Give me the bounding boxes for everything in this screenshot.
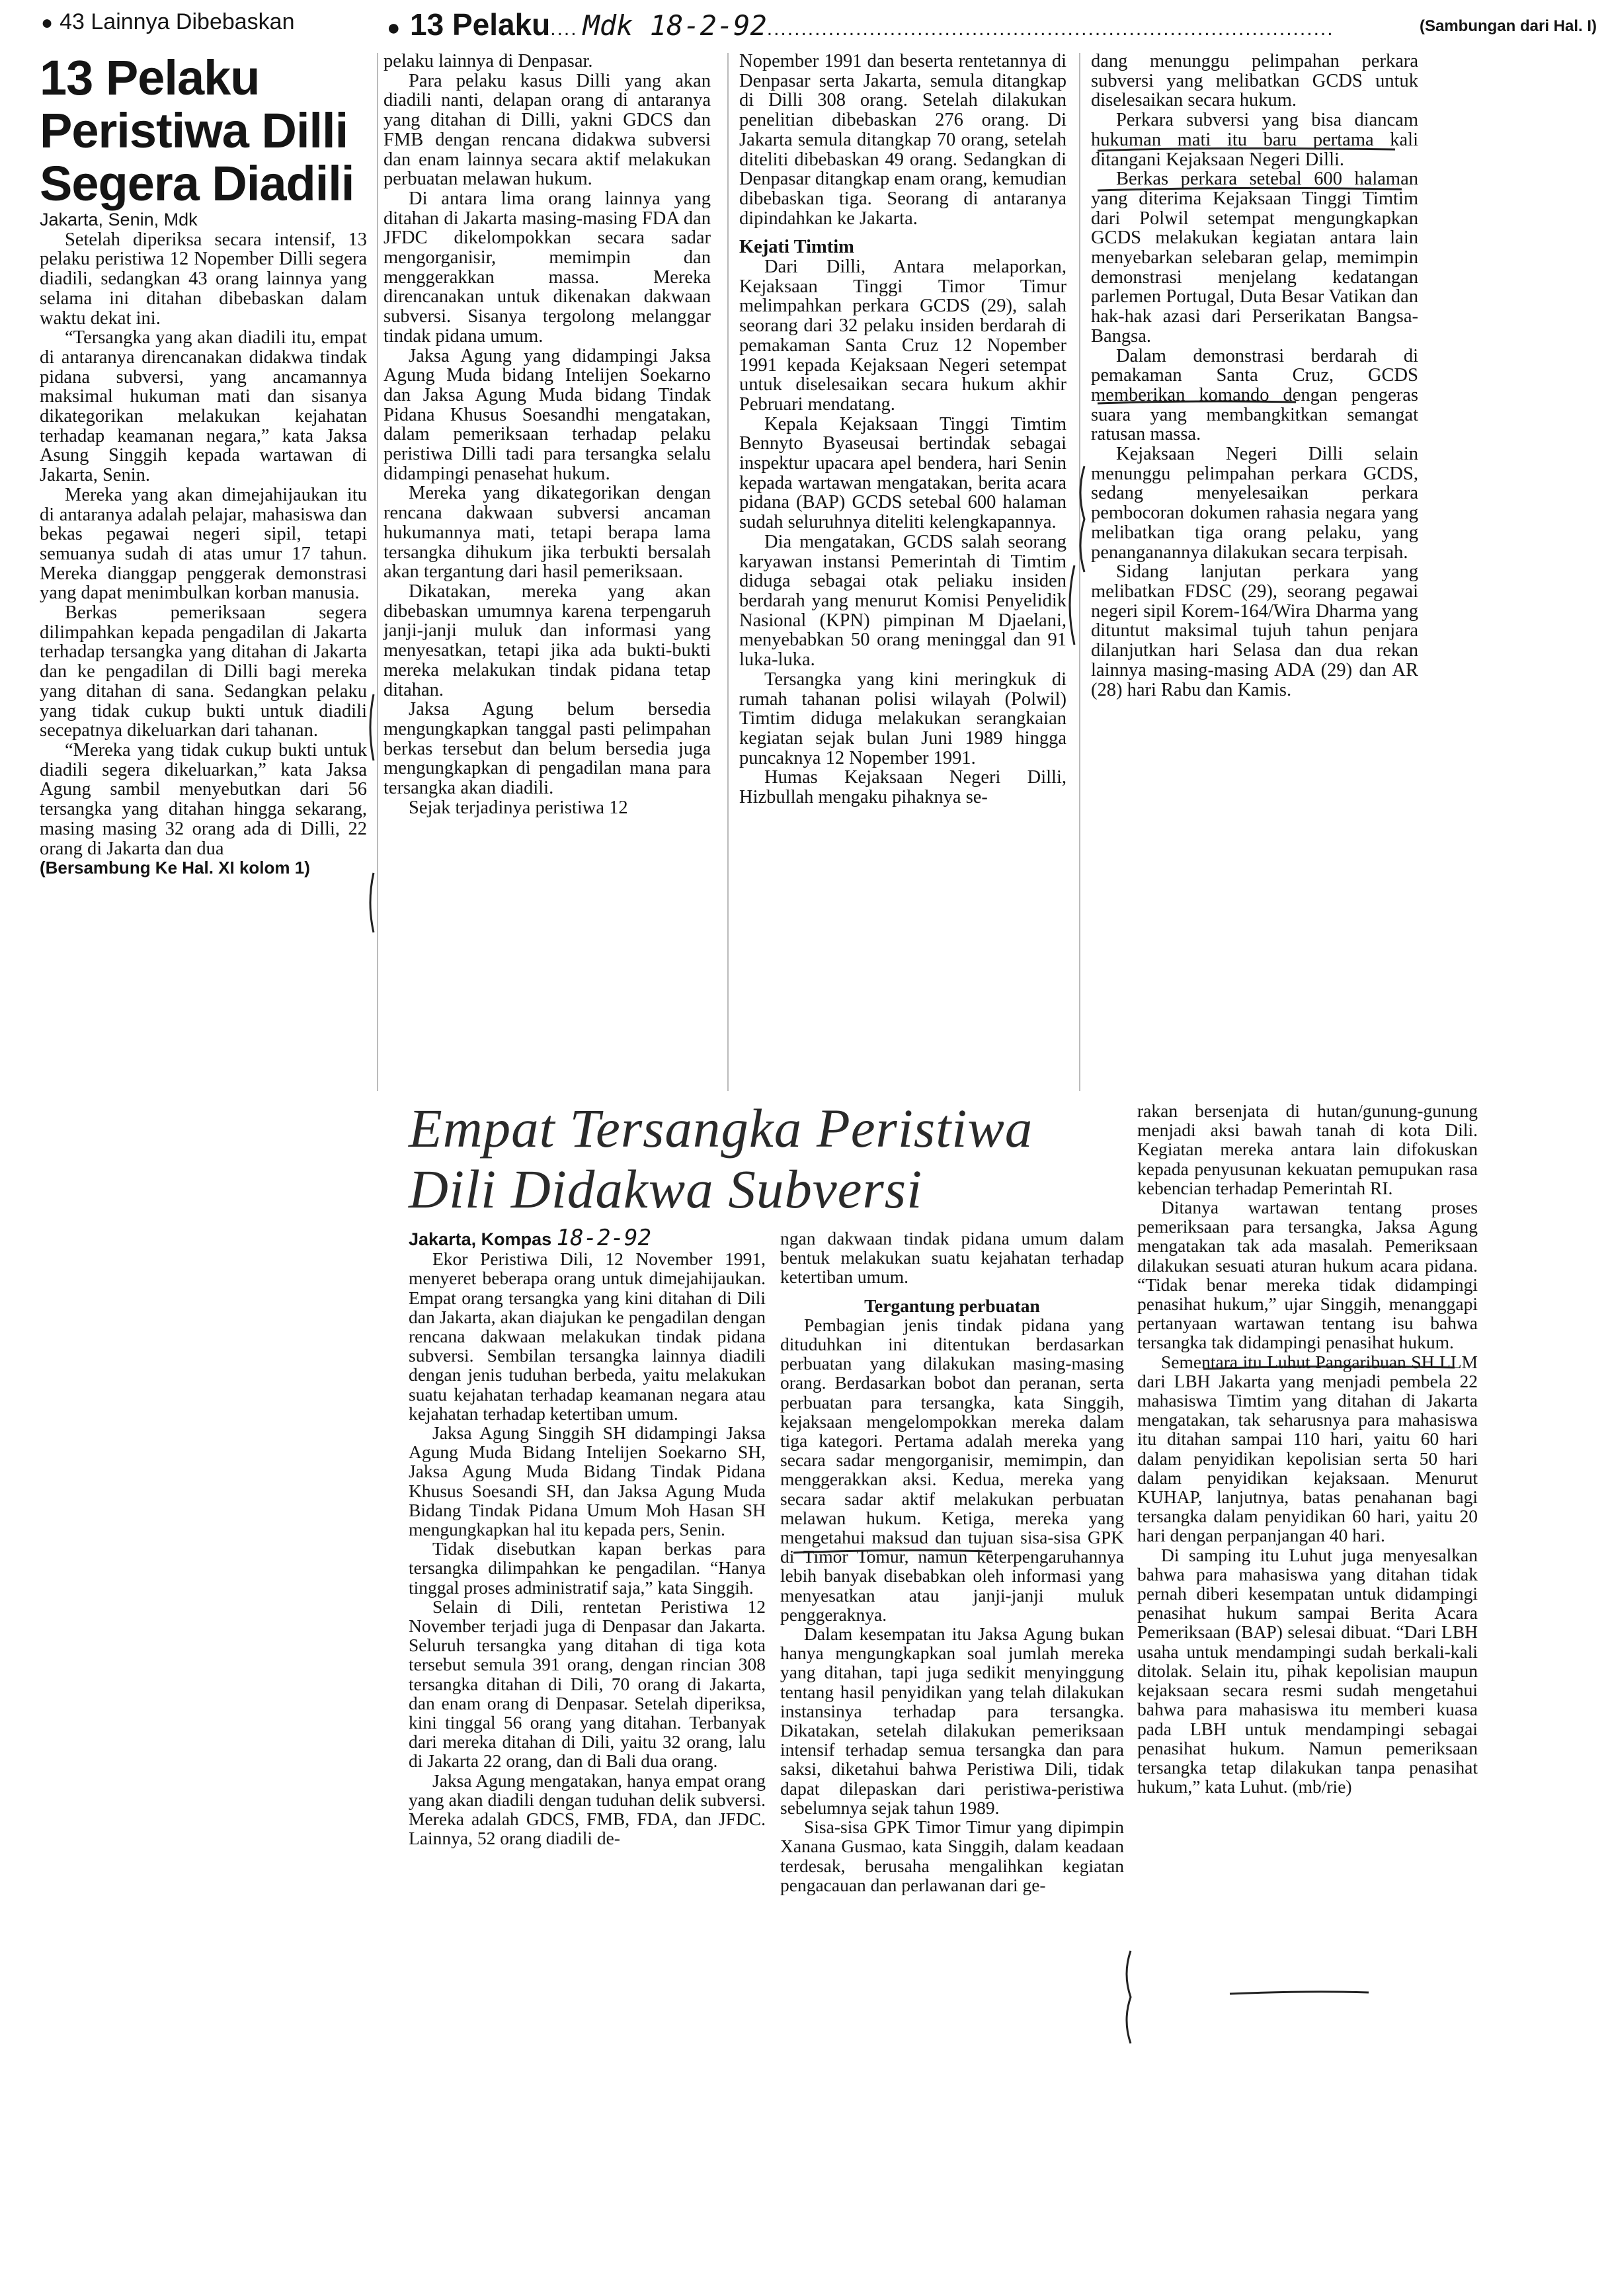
paragraph: Mereka yang akan dimejahijaukan itu di antaranya adalah pelajar, mahasiswa dan bekas pegawai negeri sipil, tetapi semuanya sudah di atas umur 17 tahun. Mereka dianggap penggerak demonstrasi yang dapat menimbulkan korban manusia. (40, 484, 367, 604)
paragraph: Dikatakan, mereka yang akan dibebaskan umumnya karena terpengaruh janji-janji muluk dan informasi yang menyesatkan, tetapi jika ada bukti-bukti mereka melakukan tindak pidana tetap ditahan. (383, 581, 711, 700)
paragraph: Sisa-sisa GPK Timor Timur yang dipimpin Xanana Gusmao, kata Singgih, dalam keadaan terdesak, berusaha mengalihkan kegiatan pengacauan dan perlawanan dari ge- (780, 1817, 1124, 1895)
paragraph: Sidang lanjutan perkara yang melibatkan FDSC (29), seorang pegawai negeri sipil Korem-164/Wira Dharma yang dituntut maksimal tujuh tahun penjara dilanjutkan hari Selasa dan dua rekan lainnya masing-masing ADA (29) dan AR (28) hari Rabu dan Kamis. (1091, 561, 1418, 700)
underline-mark (793, 1550, 992, 1553)
leader-dots: ................................................................................... (766, 18, 1334, 40)
paragraph: Dia mengatakan, GCDS salah seorang karyawan instansi Pemerintah di Timtim diduga sebagai otak peliaku insiden berdarah yang menurut Komisi Penyelidik Nasional (KPN) pimpinan M Djaelani, menyebabkan 50 orang meninggal dan 91 luka-luka. (739, 531, 1066, 671)
underline-mark (1230, 1992, 1369, 1994)
paragraph: dang menunggu pelimpahan perkara subversi yang melibatkan GCDS untuk diselesaikan secara hukum. (1091, 51, 1418, 111)
paragraph: Dalam demonstrasi berdarah di pemakaman Santa Cruz, GCDS memberikan komando dengan pengeras suara yang membangkitkan semangat ratusan massa. (1091, 345, 1418, 445)
paragraph: rakan bersenjata di hutan/gunung-gunung menjadi aksi bawah tanah di kota Dili. Kegiatan mereka antara lain difokuskan kepada penyusunan kekuatan pemupukan rasa kebencian terhadap Pemerintah RI. (1137, 1100, 1478, 1198)
article2-dateline-text: Jakarta, Kompas (409, 1229, 552, 1249)
underline-mark (1098, 148, 1395, 151)
header-title: 13 Pelaku (410, 7, 551, 42)
paragraph: Para pelaku kasus Dilli yang akan diadili nanti, delapan orang di antaranya yang ditahan di Dilli, yakni GDCS dan FMB dengan rencana didakwa subversi dan enam lainnya secara aktif melakukan perbuatan melawan hukum. (383, 70, 711, 190)
paragraph: Selain di Dili, rentetan Peristiwa 12 November terjadi juga di Denpasar dan Jakarta. Seluruh tersangka yang ditahan di tiga kota tersebut semula 391 orang, dengan rincian 308 tersangka ditahan di Dili, 70 orang di Jakarta, dan enam orang di Denpasar. Setelah diperiksa, kini tinggal 56 orang yang ditahan. Terbanyak dari mereka ditahan di Dili, yaitu 32 orang, lalu di Jakarta 22 orang, dan di Bali dua orang. (409, 1596, 766, 1772)
leader-dots: .... (550, 18, 578, 40)
left-section-label-text: 43 Lainnya Dibebaskan (60, 9, 295, 34)
margin-bracket-mark (1070, 565, 1074, 645)
article2-handwritten-date: 18-2-92 (556, 1225, 651, 1251)
margin-bracket-mark (1080, 466, 1084, 572)
paragraph: Pembagian jenis tindak pidana yang dituduhkan ini ditentukan berdasarkan perbuatan yang dilakukan masing-masing orang. Berdasarkan bobot dan peranan, serta perbuatan para tersangka, kata Singgih, kejaksaan mengelompokkan mereka dalam tiga kategori. Pertama adalah mereka yang secara sadar mengorganisir, memimpin, dan menggerakkan aksi. Kedua, mereka yang secara sadar aktif melakukan perbuatan melawan hukum. Ketiga, mereka yang mengetahui maksud dan tujuan sisa-sisa GPK di Timor Tomur, namun keterpengaruhannya lebih banyak disebabkan oleh informasi yang menyesatkan atau janji-janji muluk penggeraknya. (780, 1314, 1124, 1625)
underline-mark (1098, 401, 1296, 403)
paragraph: Jaksa Agung mengatakan, hanya empat orang yang akan diadili dengan tuduhan delik subversi. Mereka adalah GDCS, FMB, FDA, dan JFDC. Lainnya, 52 orang diadili de- (409, 1770, 766, 1849)
paragraph: Humas Kejaksaan Negeri Dilli, Hizbullah mengaku pihaknya se- (739, 767, 1066, 808)
article2-headline: Empat Tersangka Peristiwa Dili Didakwa Subversi (409, 1098, 1033, 1219)
paragraph: Di antara lima orang lainnya yang ditahan di Jakarta masing-masing FDA dan JFDC dikelompokkan secara sadar mengorganisir, memimpin dan menggerakkan massa. Mereka direncanakan untuk dikenakan dakwaan subversi. Sisanya tergolong melanggar tindak pidana umum. (383, 188, 711, 347)
paragraph: Jaksa Agung Singgih SH didampingi Jaksa Agung Muda Bidang Intelijen Soekarno SH, Jaksa Agung Muda Bidang Tindak Pidana Khusus Soesandi SH, dan Jaksa Agung Muda Bidang Tindak Pidana Umum Moh Hasan SH mengungkapkan hal itu kepada pers, Senin. (409, 1422, 766, 1540)
paragraph: Nopember 1991 dan beserta rentetannya di Denpasar serta Jakarta, semula ditangkap di Dilli 308 orang. Setelah dilakukan penelitian dibebaskan 276 orang. Di Jakarta semula ditangkap 70 orang, setelah diteliti dibebaskan 49 orang. Sedangkan di Denpasar ditangkap enam orang, kemudian dibebaskan tiga. Seorang di antaranya dipindahkan ke Jakarta. (739, 51, 1066, 229)
paragraph: Ekor Peristiwa Dili, 12 November 1991, menyeret beberapa orang untuk dimejahijaukan. Empat orang tersangka yang kini ditahan di Dili dan Jakarta, akan diajukan ke pengadilan dengan rencana dakwaan melakukan tindak pidana subversi. Sembilan tersangka lainnya diadili dengan jenis tuduhan berbeda, yaitu melakukan suatu kejahatan terhadap keamanan negara atau kejahatan terhadap ketertiban umum. (409, 1249, 766, 1424)
paragraph: Dari Dilli, Antara melaporkan, Kejaksaan Tinggi Timor Timur melimpahkan perkara GCDS (29), salah seorang dari 32 pelaku insiden berdarah di pemakaman Santa Cruz 12 Nopember 1991 kepada Kejaksaan Negeri setempat untuk diselesaikan secara hukum akhir Pebruari mendatang. (739, 257, 1066, 415)
underline-mark (1203, 1366, 1455, 1369)
paragraph: Dalam kesempatan itu Jaksa Agung bukan hanya mengungkapkan soal jumlah mereka yang ditahan, tapi juga sedikit menyinggung tentang hasil penyidikan yang telah dilakukan instansinya terhadap para tersangka. Dikatakan, setelah dilakukan pemeriksaan intensif terhadap semua tersangka dan para saksi, diketahui bahwa Peristiwa Dili, tidak dapat dilepaskan dari peristiwa-peristiwa sebelumnya sejak tahun 1989. (780, 1623, 1124, 1818)
bullet-icon: ● (387, 15, 401, 40)
paragraph: Tidak disebutkan kapan berkas para tersangka dilimpahkan ke pengadilan. “Hanya tinggal proses administratif saja,” kata Singgih. (409, 1538, 766, 1598)
paragraph: pelaku lainnya di Denpasar. (383, 51, 593, 71)
article1-headline: 13 Pelaku Peristiwa Dilli Segera Diadili (40, 50, 354, 211)
bullet-icon: ● (41, 12, 54, 34)
paragraph: “Mereka yang tidak cukup bukti untuk diadili segera dikeluarkan,” kata Jaksa Agung sambil menyebutkan dari 56 tersangka yang ditahan hingga sekarang, masing masing 32 orang ada di Dilli, 22 orang di Jakarta dan dua (40, 739, 367, 859)
paragraph: Ditanya wartawan tentang proses pemeriksaan para tersangka, Jaksa Agung mengatakan tak ada masalah. Pemeriksaan dilakukan sesuati aturan hukum acara pidana. “Tidak benar mereka tidak didampingi penasihat hukum,” ujar Singgih, menanggapi pertanyaan wartawan tentang isu bahwa tersangka tak didampingi penasihat hukum. (1137, 1197, 1478, 1353)
paragraph: Berkas perkara setebal 600 halaman yang diterima Kejaksaan Tinggi Timtim dari Polwil setempat mengungkapkan GCDS melakukan kegiatan antara lain menyebarkan selebaran gelap, memimpin demonstrasi menjelang kedatangan parlemen Portugal, Duta Besar Vatikan dan hak-hak azasi dari Perserikatan Bangsa-Bangsa. (1091, 169, 1418, 347)
margin-bracket-mark (1127, 1951, 1131, 2043)
margin-bracket-mark (370, 694, 374, 760)
paragraph: Mereka yang dikategorikan dengan rencana dakwaan subversi ancaman hukumannya mati, tetapi berapa lama tersangka dihukum jika terbukti bersalah akan tergantung dari hasil pemeriksaan. (383, 483, 711, 583)
article1-subhead: Kejati Timtim (739, 237, 854, 258)
handwritten-date: Mdk 18-2-92 (583, 9, 767, 42)
paragraph: Jaksa Agung belum bersedia mengungkapkan tanggal pasti pelimpahan berkas tersebut dan belum bersedia juga mengungkapkan di pengadilan mana para tersangka akan diadili. (383, 699, 711, 799)
margin-bracket-mark (370, 873, 374, 932)
article1-dateline: Jakarta, Senin, Mdk (40, 210, 198, 229)
paragraph: Sejak terjadinya peristiwa 12 (409, 797, 628, 818)
paragraph: Perkara subversi yang bisa diancam hukuman mati itu baru pertama kali ditangani Kejaksaan Negeri Dilli. (1091, 110, 1418, 170)
paragraph: Kejaksaan Negeri Dilli selain menunggu pelimpahan perkara GCDS, sedang menyelesaikan perkara pembocoran dokumen rahasia negara yang melibatkan tiga orang pelaku, yang penanganannya dilakukan secara terpisah. (1091, 444, 1418, 563)
paragraph: Di samping itu Luhut juga menyesalkan bahwa para mahasiswa yang ditahan tidak pernah diberi kesempatan untuk didampingi penasihat hukum sampai Berita Acara Pemeriksaan (BAP) selesai dibuat. “Dari LBH usaha untuk mendampingi sudah berkali-kali ditolak. Selain itu, pihak kepolisian maupun kejaksaan secara resmi sudah mengetahui bahwa para mahasiswa itu memberi kuasa pada LBH untuk mendampingi sebagai penasihat hukum. Namun pemeriksaan tersangka tetap dilakukan tanpa penasihat hukum,” kata Luhut. (mb/rie) (1137, 1544, 1478, 1797)
paragraph: ngan dakwaan tindak pidana umum dalam bentuk melakukan suatu kejahatan terhadap ketertiban umum. (780, 1228, 1124, 1288)
paragraph: Tersangka yang kini meringkuk di rumah tahanan polisi wilayah (Polwil) Timtim diduga melakukan serangkaian kegiatan sejak bulan Juni 1989 hingga puncaknya 12 Nopember 1991. (739, 669, 1066, 768)
paragraph: Sementara itu Luhut Pangaribuan SH LLM dari LBH Jakarta yang menjadi pembela 22 mahasiswa Timtim yang ditahan di Jakarta mengatakan, tak seharusnya para mahasiswa itu ditahan sampai 110 hari, yaitu 60 hari dalam penyidikan kepolisian serta 50 hari dalam penyidikan kejaksaan. Menurut KUHAP, lanjutnya, batas penahanan bagi tersangka dalam penyidikan 60 hari, yaitu 20 hari dengan perpanjangan 40 hari. (1137, 1351, 1478, 1546)
continuation-note: (Sambungan dari Hal. I) (1416, 17, 1597, 36)
paragraph: “Tersangka yang akan diadili itu, empat di antaranya direncanakan didakwa tindak pidana subversi, yang ancamannya maksimal hukuman mati dan sisanya dikategorikan melakukan kejahatan terhadap keamanan negara,” kata Jaksa Asung Singgih kepada wartawan di Jakarta, Senin. (40, 327, 367, 486)
continued-note: (Bersambung Ke Hal. XI kolom 1) (40, 858, 310, 878)
article2-subhead: Tergantung perbuatan (864, 1295, 1040, 1316)
underline-mark (1098, 188, 1402, 190)
paragraph: Kepala Kejaksaan Tinggi Timtim Bennyto Byaseusai bertindak sebagai inspektur upacara apel bendera, hari Senin kepada wartawan mengatakan, berita acara pidana (BAP) GCDS setebal 600 halaman sudah seluruhnya diteliti kelengkapannya. (739, 413, 1066, 533)
paragraph: Berkas pemeriksaan segera dilimpahkan kepada pengadilan di Jakarta terhadap tersangka yang ditahan di Jakarta dan ke pengadilan di Dilli bagi mereka yang ditahan di sana. Sedangkan pelaku yang tidak cukup bukti untuk diadili secepatnya dikeluarkan dari tahanan. (40, 602, 367, 741)
paragraph: Jaksa Agung yang didampingi Jaksa Agung Muda bidang Intelijen Soekarno dan Jaksa Agung Muda bidang Tindak Pidana Khusus Soesandhi mengatakan, dalam pemeriksaan terhadap pelaku peristiwa Dilli tadi para tersangka selalu didampingi penasehat hukum. (383, 345, 711, 484)
paragraph: Setelah diperiksa secara intensif, 13 pelaku peristiwa 12 Nopember Dilli segera diadili, sedangkan 43 orang lainnya yang selama ini ditahan dibebaskan dalam waktu dekat ini. (40, 229, 367, 329)
